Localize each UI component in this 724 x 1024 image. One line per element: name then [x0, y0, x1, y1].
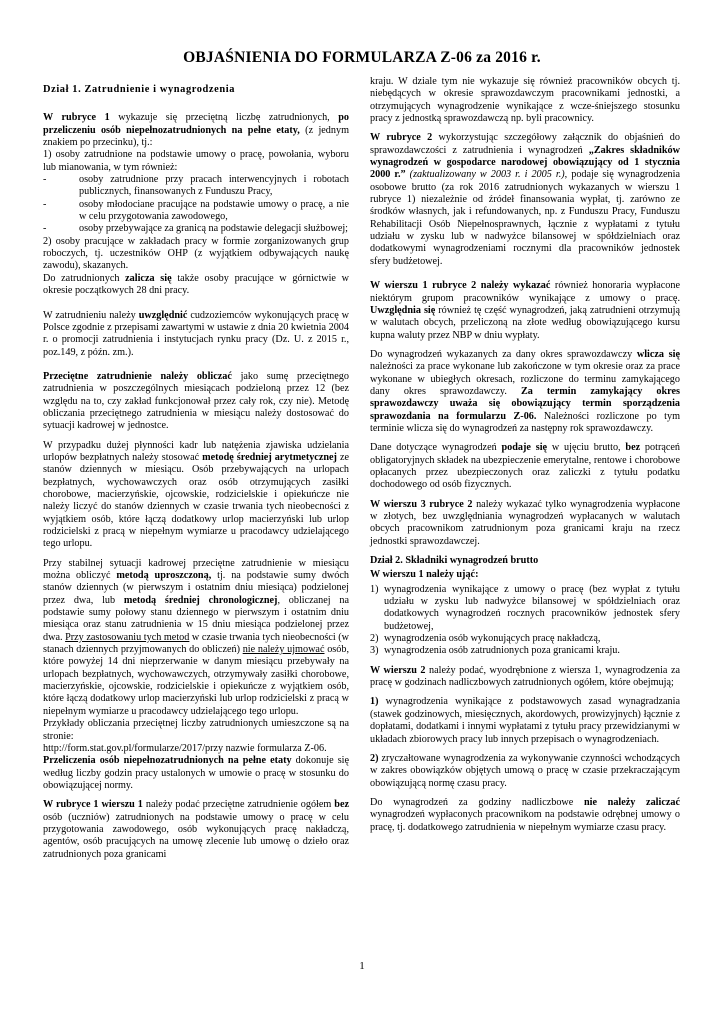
paragraph-gross-data: Dane dotyczące wynagrodzeń podaje się w ujęciu brutto, bez potrąceń obligatoryjnych składek na ubezpieczenie emerytalne, rentowe i chorobowe opłacanych przez ubezpieczonych oraz zaliczki z tytułu podatku dochodowego od osób fizycznych. — [370, 442, 680, 491]
paragraph-foreigners: W zatrudnieniu należy uwzględnić cudzoziemców wykonujących pracę w Polsce zgodnie z przepisami zawartymi w ustawie z dnia 20 kwietnia 2004 r. o promocji zatrudnienia i instytucjach rynku pracy (Dz. U. z 2015 r., poz.149, z późn. zm.). — [43, 309, 349, 358]
list-item: 3) wynagrodzenia osób zatrudnionych poza granicami kraju. — [370, 645, 620, 657]
paragraph-work-groups: 2) osoby pracujące w zakładach pracy w formie zorganizowanych grup roboczych, tj. uczestników OHP (z wyjątkiem odbywających naukę zawodu), skazanych. — [43, 235, 349, 272]
paragraph-row-2: W wierszu 2 należy podać, wyodrębnione z wiersza 1, wynagrodzenia za pracę w godzinach nadliczbowych zatrudnionych ogółem, które obejmują; — [370, 664, 680, 689]
right-column — [370, 76, 680, 841]
paragraph-rubric-1: W rubryce 1 wykazuje się przeciętną liczbę zatrudnionych, po przeliczeniu osób niepełnozatrudnionych na pełne etaty, (z jednym znakiem po przecinku), tj.: — [43, 112, 350, 149]
page-title: OBJAŚNIENIA DO FORMULARZA Z-06 za 2016 r. — [183, 49, 541, 66]
paragraph-simplified-method: Przy stabilnej sytuacji kadrowej przeciętne zatrudnienie w miesiącu można obliczyć metodą uproszczoną, tj. na podstawie sumy dwóch stanów dziennych (w pierwszym i ostatnim dniu miesiąca) podzielonej przez dwa, lub metodą średniej chronologicznej, obliczanej na podstawie sumy połowy stanu dziennego w pierwszym i ostatnim dniu miesiąca oraz stanu zatrudnienia w 15 dniu miesiąca podzielonej przez dwa. Przy zastosowaniu tych metod w czasie trwania tych nieobecności (w stanach dziennych przyjmowanych do obliczeń) nie należy ujmować osób, które powyżej 14 dni nieprzerwanie w danym miesiącu przebywały na urlopach bezpłatnych, wychowawczych, otrzymywały zasiłki chorobowe, macierzyńskie, ojcowskie, rodzicielskie i opiekuńcze z wyjątkiem osób, które łączą dodatkowy urlop macierzyński lub urlop rodzicielski z pracą w niepełnym wymiarze u pracodawcy udzielającego tego urlopu. — [43, 557, 349, 717]
paragraph-mining: Do zatrudnionych zalicza się także osoby pracujące w górnictwie w okresie początkowych 28 dni pracy. — [43, 272, 349, 297]
list-item: 2) wynagrodzenia osób wykonujących pracę nakładczą, — [370, 633, 601, 645]
list-item: - osoby młodociane pracujące na podstawie umowy o pracę, a nie w celu przygotowania zawodowego, — [43, 198, 349, 223]
paragraph-rubric-1-row-1: W rubryce 1 wierszu 1 należy podać przeciętne zatrudnienie ogółem bez osób (uczniów) zatrudnionych na podstawie umowy o pracę w celu przygotowania zawodowego, osób wykonujących pracę nakładczą, agentów, osób pracujących na umowę zlecenie lub umowę o dzieło oraz zatrudnionych poza granicami — [43, 799, 349, 860]
paragraph-row-3-rubric-2: W wierszu 3 rubryce 2 należy wykazać tylko wynagrodzenia wypłacone w złotych, bez uwzględniania wynagrodzeń wypłacanych w walutach obcych pracownikom zatrudnionym poza granicami kraju na rzecz jednostki sprawozdawczej. — [370, 498, 680, 547]
paragraph-examples: Przykłady obliczania przeciętnej liczby zatrudnionych umieszczone są na stronie: — [43, 718, 349, 742]
section-heading-1: Dział 1. Zatrudnienie i wynagrodzenia — [43, 84, 236, 95]
paragraph-average-employment: Przeciętne zatrudnienie należy obliczać jako sumę przeciętnego zatrudnienia w poszczególnych miesiącach podzieloną przez 12 (bez względu na to, czy zakład funkcjonował przez cały rok, czy nie). Metodę obliczania przeciętnego zatrudnienia w miesiącu należy dostosować do sytuacji kadrowej w jednostce. — [43, 370, 349, 432]
left-column — [43, 76, 349, 868]
paragraph-continuation: kraju. W dziale tym nie wykazuje się również pracowników obcych tj. niebędących w okresie sprawozdawczym pracownikami jednostki, a otrzymujących wynagrodzenie wynikające z wcze-śniejszego stosunku pracy z jednostką sprawozdawczą np. byli pracownicy. — [370, 76, 680, 125]
section-heading-2: Dział 2. Składniki wynagrodzeń brutto — [370, 555, 539, 567]
list-item: - osoby przebywające za granicą na podstawie delegacji służbowej; — [43, 223, 349, 235]
paragraph-conversion: Przeliczenia osób niepełnozatrudnionych na pełne etaty dokonuje się według liczby godzin pracy ustalonych w umowie o pracę w stosunku do obowiązującej normy. — [43, 755, 350, 791]
paragraph-overtime-2: 2) zryczałtowane wynagrodzenia za wykonywanie czynności wchodzących w zakres obowiązków objętych umową o pracę w czasie przekraczającym obowiązującą normę czasu pracy. — [370, 752, 680, 789]
paragraph-overtime-1: 1) wynagrodzenia wynikające z podstawowych zasad wynagradzania (stawek godzinowych, miesięcznych, akordowych, prowizyjnych) łącznie z dopłatami, dodatkami i innymi wypłatami z tytułu pracy przewidzianymi w układach zbiorowych pracy lub innych przepisach o wynagrodzeniach. — [370, 696, 680, 745]
paragraph-employment-types: 1) osoby zatrudnione na podstawie umowy o pracę, powołania, wyboru lub mianowania, w tym również: — [43, 149, 349, 173]
paragraph-rubric-2: W rubryce 2 wykorzystując szczegółowy załącznik do objaśnień do sprawozdawczości z zatrudnienia i wynagrodzeń „Zakres składników wynagrodzeń w gospodarce narodowej obowiązujący od 1 stycznia 2000 r.” (zaktualizowany w 2003 r. i 2005 r.), podaje się wynagrodzenia osobowe brutto (za rok 2016 zatrudnionych wykazanych w wierszu 1 rubryce 1) niezależnie od źródeł finansowania wypłat, tj. zarówno ze środków własnych, jak i refundowanych, np. z Funduszu Pracy, Funduszu Rehabilitacji Osób Niepełnosprawnych, łącznie z wypłatami z tytułu udziału w zysku lub w nadwyżce bilansowej w spółdzielniach oraz dodatkowymi wynagrodzeniami rocznymi dla pracowników jednostek sfery budżetowej. — [370, 132, 680, 267]
paragraph-arithmetic-mean: W przypadku dużej płynności kadr lub natężenia zjawiska udzielania urlopów bezpłatnych należy stosować metodę średniej arytmetycznej ze stanów dziennych w miesiącu. Osób przebywających na urlopach bezpłatnych, wychowawczych oraz osób otrzymujących zasiłki chorobowe, macierzyńskie, ojcowskie, rodzicielskie i opiekuńcze nie należy liczyć do stanów dziennych w czasie trwania tych nieobecności z wyjątkiem osób, które łączą dodatkowy urlop macierzyński lub urlop rodzicielski z pracą w niepełnym wymiarze u pracodawcy udzielającego tego urlopu. — [43, 439, 349, 550]
employee-bullet-list — [43, 174, 349, 236]
examples-url: http://form.stat.gov.pl/formularze/2017/przy nazwie formularza Z-06. — [43, 742, 327, 754]
paragraph-overtime-exclusion: Do wynagrodzeń za godziny nadliczbowe nie należy zaliczać wynagrodzeń wypłaconych pracownikom na podstawie odrębnej umowy o pracę, tj. dodatkowego zatrudnienia w niepełnym wymiarze czasu pracy. — [370, 796, 680, 833]
row-1-heading: W wierszu 1 należy ująć: — [370, 569, 479, 581]
paragraph-reporting-period: Do wynagrodzeń wykazanych za dany okres sprawozdawczy wlicza się należności za prace wykonane lub zakończone w tym okresie oraz za prace wykonane w ubiegłych okresach, rozliczone do terminu zamykającego dany okres sprawozdawczy. Za termin zamykający okres sprawozdawczy uważa się obowiązujący termin sporządzenia sprawozdania na formularzu Z-06. Należności rozliczone po tym terminie wlicza się do wynagrodzeń za następny rok sprawozdawczy. — [370, 348, 681, 434]
list-item: 1) wynagrodzenia wynikające z umowy o pracę (bez wypłat z tytułu udziału w zysku lub nadwyżce bilansowej w spółdzielniach oraz dodatkowych wynagrodzeń rocznych pracowników jednostek sfery budżetowej, — [370, 583, 680, 632]
page-number: 1 — [359, 960, 365, 972]
list-item: - osoby zatrudnione przy pracach interwencyjnych i robotach publicznych, finansowanych z Funduszu Pracy, — [43, 174, 349, 198]
row-1-numbered-list — [370, 584, 680, 658]
paragraph-row-1-rubric-2: W wierszu 1 rubryce 2 należy wykazać również honoraria wypłacone niektórym grupom pracowników wynikające z umowy o pracę. Uwzględnia się również tę część wynagrodzeń, jaką zatrudnieni otrzymują w walutach obcych, przeliczoną na złote według obowiązującego kursu kupna waluty przez NBP w dniu wypłaty. — [370, 280, 680, 341]
